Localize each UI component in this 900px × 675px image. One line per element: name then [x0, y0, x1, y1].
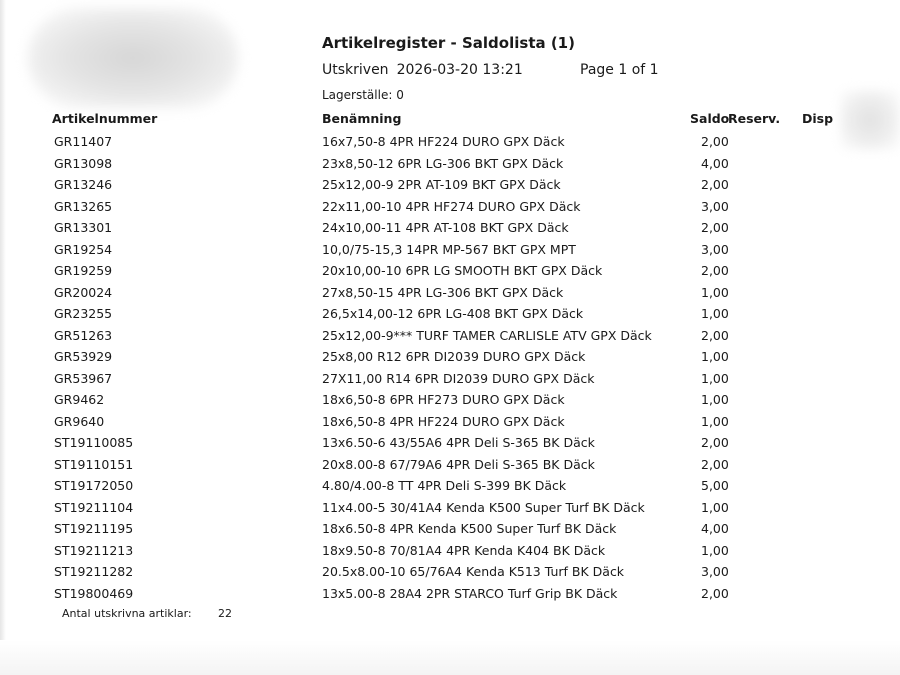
description-cell: 18x6,50-8 4PR HF224 DURO GPX Däck	[322, 413, 565, 429]
footer-count: 22	[218, 607, 232, 620]
printed-date: 2026-03-20 13:21	[396, 62, 523, 78]
article-table	[0, 132, 900, 605]
balance-cell: 3,00	[701, 198, 729, 214]
table-row	[0, 519, 900, 541]
balance-cell: 1,00	[701, 306, 729, 321]
description-cell: 24x10,00-11 4PR AT-108 BKT GPX Däck	[322, 220, 569, 235]
article-number-cell: GR20024	[54, 284, 113, 300]
balance-cell: 3,00	[701, 564, 729, 579]
table-row	[0, 541, 900, 563]
report-title: Artikelregister - Saldolista (1)	[322, 34, 575, 52]
balance-cell: 2,00	[701, 585, 729, 601]
article-number-cell: ST19211195	[54, 521, 134, 536]
table-row	[0, 476, 900, 498]
balance-cell: 1,00	[701, 499, 729, 515]
table-row	[0, 175, 900, 197]
warehouse-info: Lagerställe: 0	[322, 88, 404, 102]
description-cell: 20x10,00-10 6PR LG SMOOTH BKT GPX Däck	[322, 263, 603, 278]
printed-info	[322, 62, 523, 78]
table-row	[0, 455, 900, 477]
balance-cell: 2,00	[701, 177, 729, 192]
table-row	[0, 412, 900, 434]
description-cell: 27x8,50-15 4PR LG-306 BKT GPX Däck	[322, 284, 564, 300]
article-number-cell: GR9462	[54, 392, 105, 407]
printed-label: Utskriven	[322, 62, 389, 78]
article-number-cell: ST19172050	[54, 478, 134, 493]
article-number-cell: GR51263	[54, 327, 113, 343]
table-row	[0, 132, 900, 154]
article-number-cell: ST19211213	[54, 542, 134, 558]
table-row	[0, 218, 900, 240]
balance-cell: 3,00	[701, 241, 729, 257]
table-row	[0, 390, 900, 412]
article-number-cell: GR53967	[54, 370, 113, 386]
balance-cell: 1,00	[701, 413, 729, 429]
article-number-cell: GR11407	[54, 134, 113, 149]
balance-cell: 2,00	[701, 456, 729, 472]
balance-cell: 2,00	[701, 435, 729, 450]
table-row	[0, 261, 900, 283]
description-cell: 25x12,00-9*** TURF TAMER CARLISLE ATV GPX Däck	[322, 327, 652, 343]
article-number-cell: ST19211282	[54, 564, 134, 579]
table-row	[0, 283, 900, 305]
article-number-cell: ST19211104	[54, 499, 134, 515]
description-cell: 26,5x14,00-12 6PR LG-408 BKT GPX Däck	[322, 306, 584, 321]
description-cell: 27X11,00 R14 6PR DI2039 DURO GPX Däck	[322, 370, 595, 386]
description-cell: 10,0/75-15,3 14PR MP-567 BKT GPX MPT	[322, 241, 576, 257]
balance-cell: 4,00	[701, 521, 729, 536]
column-header-available: Disp	[802, 111, 834, 126]
description-cell: 25x12,00-9 2PR AT-109 BKT GPX Däck	[322, 177, 561, 192]
table-row	[0, 347, 900, 369]
table-row	[0, 433, 900, 455]
description-cell: 11x4.00-5 30/41A4 Kenda K500 Super Turf BK Däck	[322, 499, 645, 515]
balance-cell: 2,00	[701, 134, 729, 149]
article-number-cell: GR13301	[54, 220, 113, 235]
article-number-cell: GR13265	[54, 198, 113, 214]
table-row	[0, 197, 900, 219]
table-row	[0, 326, 900, 348]
description-cell: 4.80/4.00-8 TT 4PR Deli S-399 BK Däck	[322, 478, 567, 493]
article-number-cell: GR9640	[54, 413, 105, 429]
table-row	[0, 562, 900, 584]
column-header-reserved: Reserv.	[728, 111, 781, 126]
description-cell: 18x6.50-8 4PR Kenda K500 Super Turf BK Däck	[322, 521, 617, 536]
column-header-article-number: Artikelnummer	[52, 111, 158, 126]
page-info: Page 1 of 1	[580, 62, 659, 78]
column-header-balance: Saldo	[690, 111, 730, 126]
balance-cell: 1,00	[701, 392, 729, 407]
table-row	[0, 154, 900, 176]
balance-cell: 2,00	[701, 327, 729, 343]
balance-cell: 2,00	[701, 263, 729, 278]
article-number-cell: GR19259	[54, 263, 113, 278]
footer-summary	[62, 607, 232, 620]
article-number-cell: ST19110151	[54, 456, 134, 472]
article-number-cell: ST19110085	[54, 435, 134, 450]
balance-cell: 1,00	[701, 542, 729, 558]
table-row	[0, 498, 900, 520]
column-header-description: Benämning	[322, 111, 402, 126]
article-number-cell: GR13098	[54, 155, 113, 171]
description-cell: 18x9.50-8 70/81A4 4PR Kenda K404 BK Däck	[322, 542, 606, 558]
article-number-cell: ST19800469	[54, 585, 134, 601]
balance-cell: 5,00	[701, 478, 729, 493]
table-row	[0, 240, 900, 262]
description-cell: 22x11,00-10 4PR HF274 DURO GPX Däck	[322, 198, 581, 214]
table-row	[0, 369, 900, 391]
description-cell: 16x7,50-8 4PR HF224 DURO GPX Däck	[322, 134, 565, 149]
description-cell: 23x8,50-12 6PR LG-306 BKT GPX Däck	[322, 155, 564, 171]
page-bottom-shadow	[0, 640, 900, 675]
balance-cell: 1,00	[701, 370, 729, 386]
description-cell: 13x6.50-6 43/55A6 4PR Deli S-365 BK Däck	[322, 435, 595, 450]
balance-cell: 1,00	[701, 349, 729, 364]
balance-cell: 1,00	[701, 284, 729, 300]
blurred-logo	[28, 8, 238, 108]
description-cell: 13x5.00-8 28A4 2PR STARCO Turf Grip BK Däck	[322, 585, 618, 601]
article-number-cell: GR23255	[54, 306, 113, 321]
description-cell: 20x8.00-8 67/79A6 4PR Deli S-365 BK Däck	[322, 456, 595, 472]
article-number-cell: GR53929	[54, 349, 113, 364]
balance-cell: 2,00	[701, 220, 729, 235]
article-number-cell: GR19254	[54, 241, 113, 257]
description-cell: 20.5x8.00-10 65/76A4 Kenda K513 Turf BK Däck	[322, 564, 625, 579]
article-number-cell: GR13246	[54, 177, 113, 192]
balance-cell: 4,00	[701, 155, 729, 171]
description-cell: 18x6,50-8 6PR HF273 DURO GPX Däck	[322, 392, 565, 407]
table-row	[0, 304, 900, 326]
table-row	[0, 584, 900, 606]
footer-label: Antal utskrivna artiklar:	[62, 607, 192, 620]
description-cell: 25x8,00 R12 6PR DI2039 DURO GPX Däck	[322, 349, 586, 364]
